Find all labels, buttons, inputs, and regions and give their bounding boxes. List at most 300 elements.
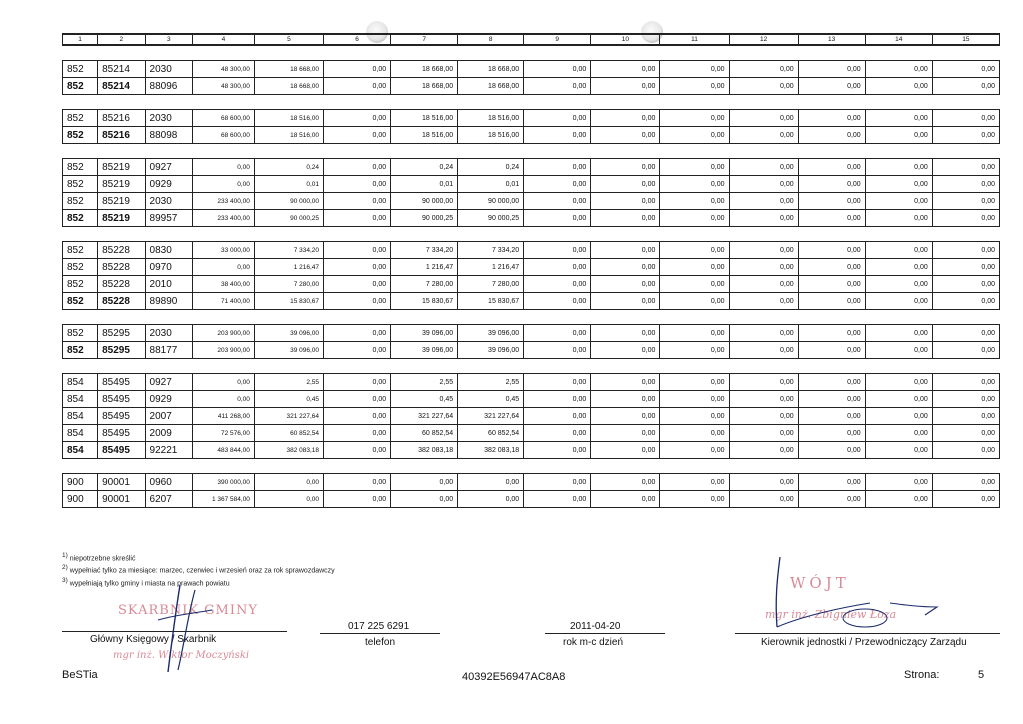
amount-cell: 0,00 <box>193 159 255 176</box>
column-number: 8 <box>458 34 524 45</box>
amount-cell: 0,00 <box>324 110 391 127</box>
separator-cell <box>254 144 323 159</box>
amount-cell: 233 400,00 <box>193 193 255 210</box>
separator-cell <box>591 45 660 61</box>
amount-cell: 0,00 <box>591 242 660 259</box>
chapter-cell: 852 <box>63 61 98 78</box>
separator-cell <box>254 95 323 110</box>
amount-cell: 39 096,00 <box>391 325 458 342</box>
amount-cell: 0,00 <box>591 442 660 459</box>
amount-cell: 0,00 <box>660 442 729 459</box>
section-cell: 85228 <box>98 276 145 293</box>
amount-cell: 18 668,00 <box>458 78 524 95</box>
section-cell: 85219 <box>98 193 145 210</box>
amount-cell: 15 830,67 <box>254 293 323 310</box>
separator-cell <box>798 310 865 325</box>
amount-cell: 0,00 <box>591 127 660 144</box>
paragraph-cell: 0927 <box>145 159 192 176</box>
separator-cell <box>63 310 98 325</box>
amount-cell: 0,00 <box>865 491 932 508</box>
amount-cell: 0,00 <box>324 159 391 176</box>
amount-cell: 0,00 <box>932 61 999 78</box>
amount-cell: 0,00 <box>324 491 391 508</box>
amount-cell: 0,00 <box>932 176 999 193</box>
amount-cell: 0,00 <box>932 325 999 342</box>
paragraph-cell: 2030 <box>145 325 192 342</box>
amount-cell: 0,00 <box>524 325 591 342</box>
separator-cell <box>193 144 255 159</box>
amount-cell: 0,00 <box>660 474 729 491</box>
amount-cell: 7 334,20 <box>254 242 323 259</box>
separator-cell <box>798 95 865 110</box>
amount-cell: 15 830,67 <box>458 293 524 310</box>
separator-cell <box>193 45 255 61</box>
amount-cell: 0,00 <box>591 193 660 210</box>
separator-cell <box>932 95 999 110</box>
separator-cell <box>932 310 999 325</box>
amount-cell: 382 083,18 <box>458 442 524 459</box>
separator-cell <box>932 359 999 374</box>
separator-cell <box>660 144 729 159</box>
amount-cell: 0,00 <box>729 342 798 359</box>
phone-value: 017 225 6291 <box>348 621 410 632</box>
amount-cell: 0,00 <box>798 159 865 176</box>
amount-cell: 0,00 <box>193 259 255 276</box>
separator-cell <box>458 359 524 374</box>
budget-report-table <box>62 33 1000 508</box>
chapter-cell: 852 <box>63 259 98 276</box>
chapter-cell: 852 <box>63 242 98 259</box>
treasurer-stamp: SKARBNIK GMINY <box>118 603 258 618</box>
paragraph-cell: 6207 <box>145 491 192 508</box>
amount-cell: 7 334,20 <box>391 242 458 259</box>
separator-cell <box>458 95 524 110</box>
amount-cell: 0,00 <box>865 325 932 342</box>
amount-cell: 411 268,00 <box>193 408 255 425</box>
amount-cell: 0,00 <box>324 442 391 459</box>
amount-cell: 0,00 <box>660 210 729 227</box>
section-cell: 85216 <box>98 127 145 144</box>
amount-cell: 18 516,00 <box>391 110 458 127</box>
separator-cell <box>391 310 458 325</box>
amount-cell: 0,00 <box>729 61 798 78</box>
amount-cell: 48 300,00 <box>193 78 255 95</box>
separator-cell <box>391 227 458 242</box>
amount-cell: 0,00 <box>591 474 660 491</box>
separator-cell <box>798 45 865 61</box>
amount-cell: 0,01 <box>254 176 323 193</box>
separator-cell <box>660 95 729 110</box>
separator-cell <box>729 359 798 374</box>
separator-cell <box>524 95 591 110</box>
amount-cell: 0,00 <box>932 425 999 442</box>
amount-cell: 90 000,00 <box>391 193 458 210</box>
footnote-2-text: wypełniać tylko za miesiące: marzec, czerwiec i wrzesień oraz za rok sprawozdawczy <box>69 567 335 575</box>
amount-cell: 0,00 <box>324 391 391 408</box>
separator-cell <box>98 144 145 159</box>
table-row <box>63 491 1000 508</box>
separator-cell <box>865 227 932 242</box>
paragraph-cell: 2030 <box>145 61 192 78</box>
amount-cell: 0,00 <box>798 342 865 359</box>
table-row <box>63 193 1000 210</box>
amount-cell: 0,00 <box>324 127 391 144</box>
separator-cell <box>660 227 729 242</box>
column-number: 4 <box>193 34 255 45</box>
amount-cell: 0,00 <box>591 342 660 359</box>
amount-cell: 321 227,64 <box>391 408 458 425</box>
section-cell: 85219 <box>98 159 145 176</box>
separator-cell <box>729 45 798 61</box>
amount-cell: 0,00 <box>932 442 999 459</box>
amount-cell: 0,00 <box>932 110 999 127</box>
amount-cell: 0,00 <box>591 61 660 78</box>
head-label: Kierownik jednostki / Przewodniczący Zarządu <box>761 637 967 648</box>
amount-cell: 483 844,00 <box>193 442 255 459</box>
amount-cell: 0,00 <box>524 259 591 276</box>
amount-cell: 0,00 <box>932 276 999 293</box>
amount-cell: 18 668,00 <box>391 61 458 78</box>
section-cell: 85214 <box>98 61 145 78</box>
amount-cell: 0,00 <box>591 259 660 276</box>
app-name: BeSTia <box>62 669 98 681</box>
amount-cell: 0,00 <box>932 491 999 508</box>
amount-cell: 0,00 <box>660 259 729 276</box>
amount-cell: 0,00 <box>865 78 932 95</box>
document-code: 40392E56947AC8A8 <box>462 671 566 683</box>
amount-cell: 0,00 <box>524 159 591 176</box>
amount-cell: 0,00 <box>591 159 660 176</box>
amount-cell: 1 216,47 <box>254 259 323 276</box>
chapter-cell: 854 <box>63 391 98 408</box>
head-signature-line <box>735 633 1000 634</box>
amount-cell: 0,00 <box>591 491 660 508</box>
amount-cell: 382 083,18 <box>391 442 458 459</box>
table-row <box>63 242 1000 259</box>
paragraph-cell: 88098 <box>145 127 192 144</box>
date-label: rok m-c dzień <box>563 637 624 648</box>
amount-cell: 90 000,25 <box>391 210 458 227</box>
amount-cell: 0,00 <box>729 193 798 210</box>
amount-cell: 382 083,18 <box>254 442 323 459</box>
separator-cell <box>729 95 798 110</box>
column-number: 7 <box>391 34 458 45</box>
separator-cell <box>524 459 591 474</box>
amount-cell: 0,00 <box>324 259 391 276</box>
amount-cell: 0,00 <box>865 276 932 293</box>
footnotes <box>62 551 482 588</box>
separator-cell <box>254 459 323 474</box>
chapter-cell: 852 <box>63 342 98 359</box>
amount-cell: 0,00 <box>591 408 660 425</box>
amount-cell: 0,00 <box>729 491 798 508</box>
amount-cell: 0,45 <box>254 391 323 408</box>
amount-cell: 0,00 <box>729 127 798 144</box>
paragraph-cell: 0927 <box>145 374 192 391</box>
section-cell: 85216 <box>98 110 145 127</box>
separator-cell <box>865 310 932 325</box>
amount-cell: 0,00 <box>932 259 999 276</box>
separator-cell <box>63 95 98 110</box>
separator-cell <box>458 45 524 61</box>
amount-cell: 2,55 <box>391 374 458 391</box>
amount-cell: 0,00 <box>798 61 865 78</box>
amount-cell: 0,00 <box>524 374 591 391</box>
amount-cell: 0,00 <box>391 491 458 508</box>
section-cell: 85495 <box>98 442 145 459</box>
amount-cell: 0,00 <box>865 391 932 408</box>
separator-cell <box>193 227 255 242</box>
separator-cell <box>63 144 98 159</box>
amount-cell: 0,00 <box>865 193 932 210</box>
separator-cell <box>458 310 524 325</box>
paragraph-cell: 2030 <box>145 193 192 210</box>
amount-cell: 0,00 <box>798 276 865 293</box>
amount-cell: 0,00 <box>524 210 591 227</box>
column-number: 10 <box>591 34 660 45</box>
amount-cell: 0,00 <box>324 276 391 293</box>
separator-cell <box>591 359 660 374</box>
section-cell: 85495 <box>98 391 145 408</box>
amount-cell: 0,00 <box>391 474 458 491</box>
table-row <box>63 474 1000 491</box>
amount-cell: 0,00 <box>865 408 932 425</box>
amount-cell: 0,00 <box>798 442 865 459</box>
amount-cell: 0,00 <box>254 491 323 508</box>
amount-cell: 0,00 <box>524 342 591 359</box>
separator-cell <box>591 459 660 474</box>
separator-cell <box>932 227 999 242</box>
amount-cell: 18 516,00 <box>254 127 323 144</box>
column-number: 12 <box>729 34 798 45</box>
amount-cell: 0,00 <box>660 391 729 408</box>
amount-cell: 0,00 <box>524 491 591 508</box>
amount-cell: 0,00 <box>324 293 391 310</box>
column-number: 13 <box>798 34 865 45</box>
amount-cell: 0,00 <box>798 474 865 491</box>
amount-cell: 18 516,00 <box>391 127 458 144</box>
date-line <box>545 633 665 634</box>
section-cell: 85495 <box>98 425 145 442</box>
amount-cell: 7 334,20 <box>458 242 524 259</box>
separator-cell <box>391 459 458 474</box>
section-cell: 90001 <box>98 491 145 508</box>
total-row <box>63 442 1000 459</box>
amount-cell: 0,00 <box>729 391 798 408</box>
head-handwritten-signature <box>755 555 945 635</box>
amount-cell: 0,00 <box>660 342 729 359</box>
amount-cell: 0,00 <box>591 374 660 391</box>
amount-cell: 203 900,00 <box>193 325 255 342</box>
separator-cell <box>324 227 391 242</box>
column-number: 2 <box>98 34 145 45</box>
column-number: 14 <box>865 34 932 45</box>
separator-cell <box>524 359 591 374</box>
amount-cell: 68 600,00 <box>193 110 255 127</box>
amount-cell: 0,00 <box>660 374 729 391</box>
footnote-3: $^{3)}$ wypełniają tylko gminy i miasta na prawach powiatu <box>62 576 230 587</box>
amount-cell: 0,24 <box>254 159 323 176</box>
amount-cell: 0,00 <box>865 242 932 259</box>
section-cell: 85228 <box>98 259 145 276</box>
separator-cell <box>391 45 458 61</box>
amount-cell: 0,00 <box>324 176 391 193</box>
amount-cell: 0,00 <box>798 293 865 310</box>
amount-cell: 0,00 <box>660 325 729 342</box>
section-cell: 85214 <box>98 78 145 95</box>
separator-cell <box>98 227 145 242</box>
amount-cell: 90 000,00 <box>458 193 524 210</box>
section-cell: 85295 <box>98 342 145 359</box>
separator-cell <box>729 310 798 325</box>
amount-cell: 0,00 <box>865 442 932 459</box>
amount-cell: 0,00 <box>660 78 729 95</box>
separator-cell <box>865 45 932 61</box>
separator-cell <box>660 45 729 61</box>
amount-cell: 0,00 <box>865 425 932 442</box>
amount-cell: 0,00 <box>660 408 729 425</box>
amount-cell: 68 600,00 <box>193 127 255 144</box>
amount-cell: 0,00 <box>660 61 729 78</box>
amount-cell: 39 096,00 <box>458 342 524 359</box>
chapter-cell: 852 <box>63 293 98 310</box>
table-row <box>63 325 1000 342</box>
separator-cell <box>729 227 798 242</box>
amount-cell: 0,00 <box>193 391 255 408</box>
amount-cell: 0,00 <box>524 425 591 442</box>
separator-cell <box>324 359 391 374</box>
separator-cell <box>324 144 391 159</box>
chapter-cell: 854 <box>63 374 98 391</box>
separator-cell <box>324 310 391 325</box>
amount-cell: 321 227,64 <box>458 408 524 425</box>
phone-line <box>320 633 440 634</box>
amount-cell: 0,00 <box>729 210 798 227</box>
total-row <box>63 342 1000 359</box>
amount-cell: 2,55 <box>254 374 323 391</box>
table-row <box>63 391 1000 408</box>
separator-cell <box>798 459 865 474</box>
amount-cell: 0,00 <box>865 293 932 310</box>
treasurer-name-stamp: mgr inż. Wiktor Moczyński <box>113 650 250 661</box>
paragraph-cell: 2007 <box>145 408 192 425</box>
amount-cell: 0,00 <box>729 425 798 442</box>
total-row <box>63 127 1000 144</box>
amount-cell: 39 096,00 <box>391 342 458 359</box>
amount-cell: 0,00 <box>458 474 524 491</box>
amount-cell: 0,24 <box>458 159 524 176</box>
amount-cell: 0,00 <box>798 391 865 408</box>
column-number: 11 <box>660 34 729 45</box>
separator-cell <box>63 227 98 242</box>
column-number-header <box>63 34 1000 45</box>
chapter-cell: 852 <box>63 110 98 127</box>
total-row <box>63 78 1000 95</box>
treasurer-label: Główny Księgowy / Skarbnik <box>90 634 217 645</box>
amount-cell: 72 576,00 <box>193 425 255 442</box>
amount-cell: 0,00 <box>729 276 798 293</box>
column-number: 3 <box>145 34 192 45</box>
amount-cell: 0,00 <box>524 78 591 95</box>
paragraph-cell: 0960 <box>145 474 192 491</box>
amount-cell: 39 096,00 <box>254 325 323 342</box>
separator-cell <box>63 359 98 374</box>
separator-cell <box>324 459 391 474</box>
chapter-cell: 852 <box>63 325 98 342</box>
footnote-1: $^{1)}$ niepotrzebne skreślić <box>62 552 136 563</box>
amount-cell: 0,00 <box>254 474 323 491</box>
separator-cell <box>324 95 391 110</box>
amount-cell: 0,00 <box>591 210 660 227</box>
amount-cell: 0,00 <box>660 276 729 293</box>
amount-cell: 0,00 <box>524 293 591 310</box>
separator-cell <box>591 95 660 110</box>
amount-cell: 0,00 <box>458 491 524 508</box>
amount-cell: 233 400,00 <box>193 210 255 227</box>
separator-cell <box>254 359 323 374</box>
amount-cell: 0,00 <box>865 127 932 144</box>
amount-cell: 71 400,00 <box>193 293 255 310</box>
separator-cell <box>145 144 192 159</box>
amount-cell: 0,00 <box>798 491 865 508</box>
amount-cell: 39 096,00 <box>254 342 323 359</box>
amount-cell: 0,00 <box>660 193 729 210</box>
separator-cell <box>98 95 145 110</box>
separator-cell <box>865 359 932 374</box>
separator-cell <box>865 459 932 474</box>
date-value: 2011-04-20 <box>570 621 621 632</box>
amount-cell: 0,00 <box>193 374 255 391</box>
amount-cell: 0,00 <box>324 242 391 259</box>
amount-cell: 18 668,00 <box>391 78 458 95</box>
amount-cell: 0,45 <box>391 391 458 408</box>
column-number: 1 <box>63 34 98 45</box>
chapter-cell: 854 <box>63 408 98 425</box>
amount-cell: 0,00 <box>865 342 932 359</box>
amount-cell: 0,00 <box>324 408 391 425</box>
amount-cell: 0,00 <box>324 474 391 491</box>
page-label: Strona: <box>904 669 940 681</box>
separator-cell <box>254 310 323 325</box>
total-row <box>63 210 1000 227</box>
amount-cell: 203 900,00 <box>193 342 255 359</box>
amount-cell: 0,00 <box>798 325 865 342</box>
amount-cell: 15 830,67 <box>391 293 458 310</box>
amount-cell: 0,00 <box>591 425 660 442</box>
column-number: 5 <box>254 34 323 45</box>
amount-cell: 0,00 <box>932 127 999 144</box>
amount-cell: 0,00 <box>798 110 865 127</box>
paragraph-cell: 88096 <box>145 78 192 95</box>
group-separator <box>63 310 1000 325</box>
amount-cell: 18 668,00 <box>458 61 524 78</box>
amount-cell: 0,00 <box>729 78 798 95</box>
footnote-1-text: niepotrzebne skreślić <box>69 555 136 563</box>
separator-cell <box>145 310 192 325</box>
amount-cell: 7 280,00 <box>254 276 323 293</box>
separator-cell <box>591 227 660 242</box>
amount-cell: 0,00 <box>324 193 391 210</box>
amount-cell: 0,00 <box>660 293 729 310</box>
amount-cell: 0,00 <box>865 176 932 193</box>
amount-cell: 0,00 <box>932 374 999 391</box>
paragraph-cell: 2009 <box>145 425 192 442</box>
amount-cell: 0,00 <box>591 110 660 127</box>
amount-cell: 0,45 <box>458 391 524 408</box>
amount-cell: 0,00 <box>324 78 391 95</box>
chapter-cell: 852 <box>63 78 98 95</box>
section-cell: 90001 <box>98 474 145 491</box>
